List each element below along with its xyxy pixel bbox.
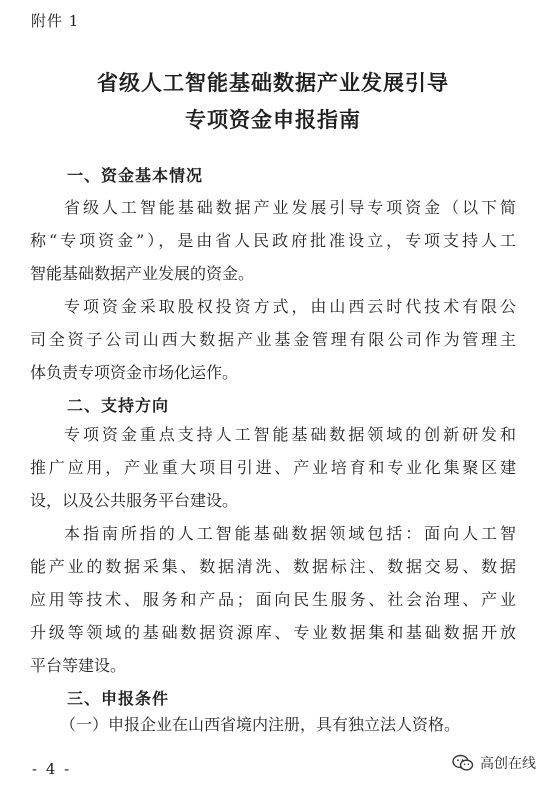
wechat-icon: [452, 754, 474, 772]
paragraph-line: 推广应用，产业重大项目引进、产业培育和专业化集聚区建: [30, 458, 516, 477]
section-heading-2: 二、支持方向: [67, 396, 170, 415]
watermark-text: 高创在线: [480, 756, 536, 772]
paragraph-line: 省级人工智能基础数据产业发展引导专项资金（以下简: [64, 198, 516, 217]
paragraph-line: 专项资金采取股权投资方式，由山西云时代技术有限公: [64, 297, 516, 316]
document-title-line-1: 省级人工智能基础数据产业发展引导: [97, 70, 449, 95]
section-heading-1: 一、资金基本情况: [67, 166, 204, 185]
paragraph-line: 应用等技术、服务和产品；面向民生服务、社会治理、产业: [30, 590, 516, 609]
paragraph-line: 称“专项资金”），是由省人民政府批准设立，专项支持人工: [30, 231, 516, 250]
document-title-line-2: 专项资金申报指南: [185, 107, 361, 132]
watermark: [452, 753, 536, 773]
paragraph-line: 设，以及公共服务平台建设。: [30, 491, 239, 510]
section-heading-3: 三、申报条件: [67, 689, 170, 708]
paragraph-line: （一）申报企业在山西省境内注册，具有独立法人资格。: [60, 715, 461, 734]
page-number: - 4 -: [32, 760, 72, 778]
attachment-label: 附件 1: [31, 12, 80, 30]
paragraph-line: 平台等建设。: [30, 656, 127, 675]
paragraph-line: 体负责专项资金市场化运作。: [30, 363, 239, 382]
paragraph-line: 升级等领域的基础数据资源库、专业数据集和基础数据开放: [30, 623, 516, 642]
paragraph-line: 能产业的数据采集、数据清洗、数据标注、数据交易、数据: [30, 557, 516, 576]
paragraph-line: 司全资子公司山西大数据产业基金管理有限公司作为管理主: [30, 330, 516, 349]
paragraph-line: 专项资金重点支持人工智能基础数据领域的创新研发和: [64, 425, 516, 444]
paragraph-line: 本指南所指的人工智能基础数据领域包括：面向人工智: [64, 524, 516, 543]
paragraph-line: 智能基础数据产业发展的资金。: [30, 264, 255, 283]
